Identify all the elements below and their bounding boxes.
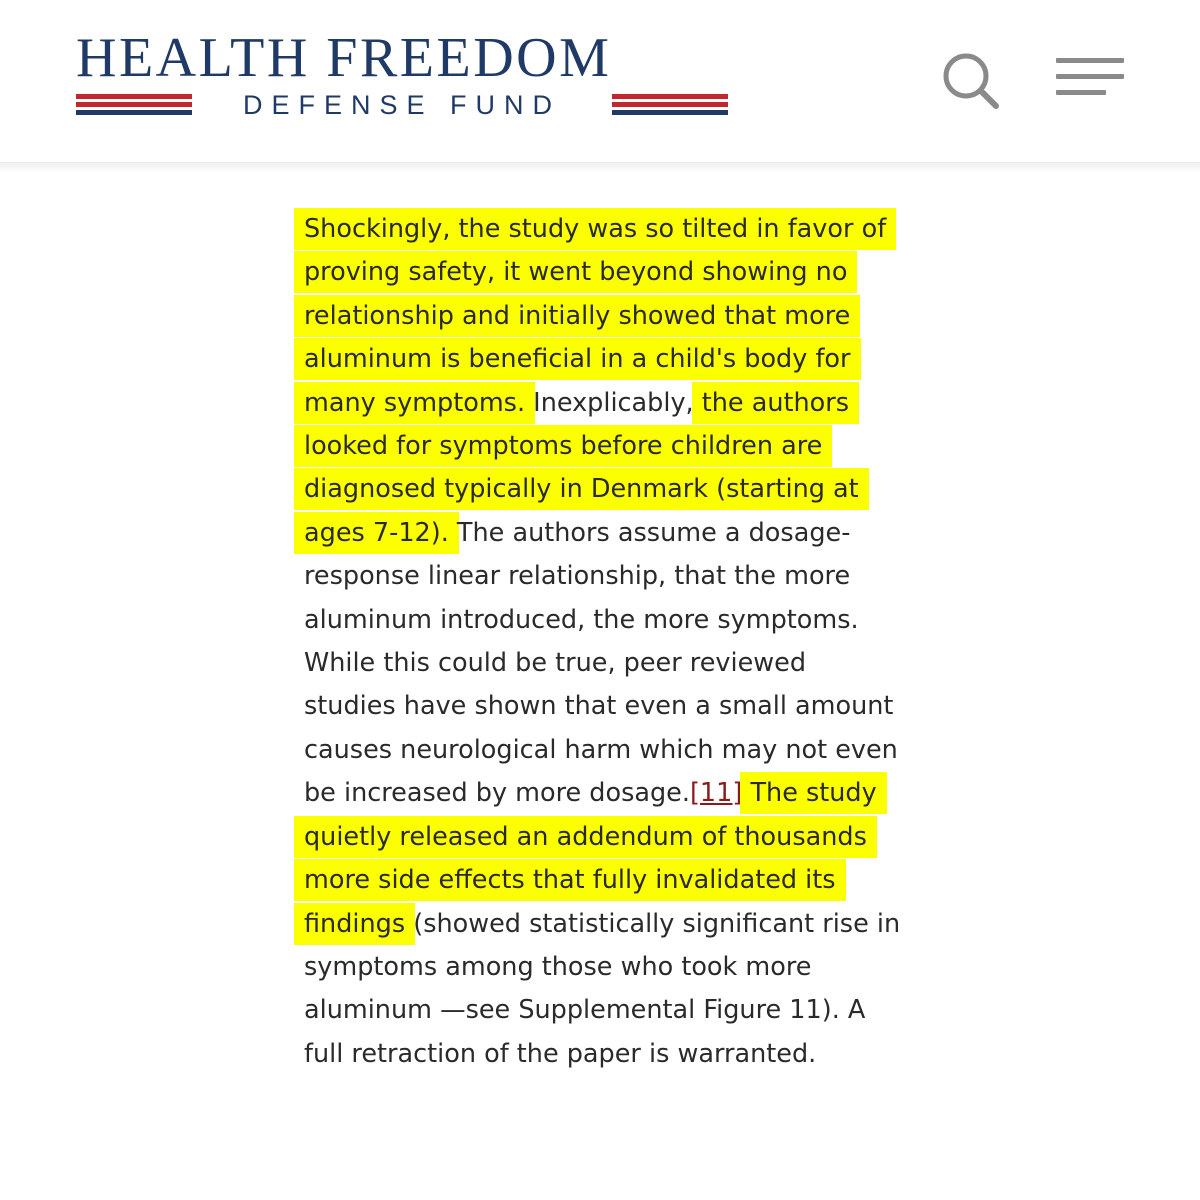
article-body	[304, 208, 904, 1076]
site-header	[0, 0, 1200, 163]
highlighted-text: the authors looked for symptoms before children are diagnosed typically in Denmark (starting at ages 7-12).	[304, 382, 859, 554]
footnote-link[interactable]: [11]	[689, 778, 743, 809]
logo-stripes-right	[612, 94, 728, 116]
logo-subtitle: DEFENSE FUND	[242, 90, 561, 120]
article-paragraph	[304, 208, 904, 1076]
logo-stripes-left	[76, 94, 192, 116]
logo-title: HEALTH FREEDOM	[76, 27, 612, 89]
menu-button[interactable]	[1052, 54, 1128, 106]
header-shadow	[0, 162, 1200, 172]
hamburger-menu-icon	[1056, 58, 1124, 63]
body-text: Inexplicably,	[525, 387, 702, 418]
body-text: (showed statistically significant rise in symptoms among those who took more aluminum —see Supplemental Figure 11). A full retraction of the paper is warranted.	[304, 908, 901, 1069]
site-logo[interactable]	[76, 28, 728, 128]
search-icon	[938, 48, 1002, 112]
search-button[interactable]	[938, 48, 1002, 112]
body-text: The authors assume a dosage-response linear relationship, that the more aluminum introduced, the more symptoms. While this could be true, peer reviewed studies have shown that even a small amount causes neurological harm which may not even be increased by more dosage.	[304, 517, 898, 809]
highlighted-text: The study quietly released an addendum of thousands more side effects that fully invalidated its findings	[304, 772, 877, 944]
highlighted-text: Shockingly, the study was so tilted in favor of proving safety, it went beyond showing no relationship and initially showed that more aluminum is beneficial in a child's body for many symptoms.	[304, 208, 886, 424]
